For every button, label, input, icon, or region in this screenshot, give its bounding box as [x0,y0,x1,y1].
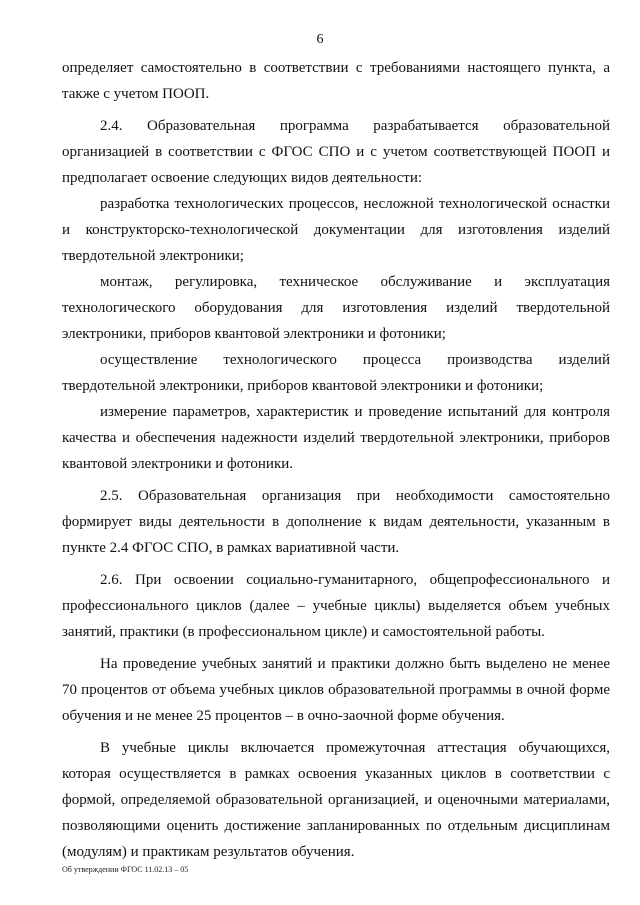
paragraph: разработка технологических процессов, несложной технологической оснастки и конструкторско-технологической документации для изготовления изделий твердотельной электроники; [62,196,610,264]
paragraph: измерение параметров, характеристик и проведение испытаний для контроля качества и обеспечения надежности изделий твердотельной электроники, приборов квантовой электроники и фотоники. [62,404,610,472]
paragraph: На проведение учебных занятий и практики должно быть выделено не менее 70 процентов от объема учебных циклов образовательной программы в очной форме обучения и не менее 25 процентов – в очно-заочной форме обучения. [62,656,610,724]
paragraph: 2.5. Образовательная организация при необходимости самостоятельно формирует виды деятельности в дополнение к видам деятельности, указанным в пункте 2.4 ФГОС СПО, в рамках вариативной части. [62,488,610,556]
document-body [62,55,610,865]
paragraph: определяет самостоятельно в соответствии с требованиями настоящего пункта, а также с учетом ПООП. [62,60,610,102]
paragraph: монтаж, регулировка, техническое обслуживание и эксплуатация технологического оборудования для изготовления изделий твердотельной электроники, приборов квантовой электроники и фотоники; [62,274,610,342]
footer-text: Об утверждении ФГОС 11.02.13 – 05 [62,865,189,874]
paragraph: В учебные циклы включается промежуточная аттестация обучающихся, которая осуществляется в рамках освоения указанных циклов в соответствии с формой, определяемой образовательной организацией, и оценочными материалами, позволяющими оценить достижение запланированных по отдельным дисциплинам (модулям) и практикам результатов обучения. [62,740,610,860]
paragraph: 2.4. Образовательная программа разрабатывается образовательной организацией в соответствии с ФГОС СПО и с учетом соответствующей ПООП и предполагает освоение следующих видов деятельности: [62,118,610,186]
paragraph: 2.6. При освоении социально-гуманитарного, общепрофессионального и профессионального циклов (далее – учебные циклы) выделяется объем учебных занятий, практики (в профессиональном цикле) и самостоятельной работы. [62,572,610,640]
paragraph: осуществление технологического процесса производства изделий твердотельной электроники, приборов квантовой электроники и фотоники; [62,352,610,394]
page-number: 6 [316,32,324,47]
